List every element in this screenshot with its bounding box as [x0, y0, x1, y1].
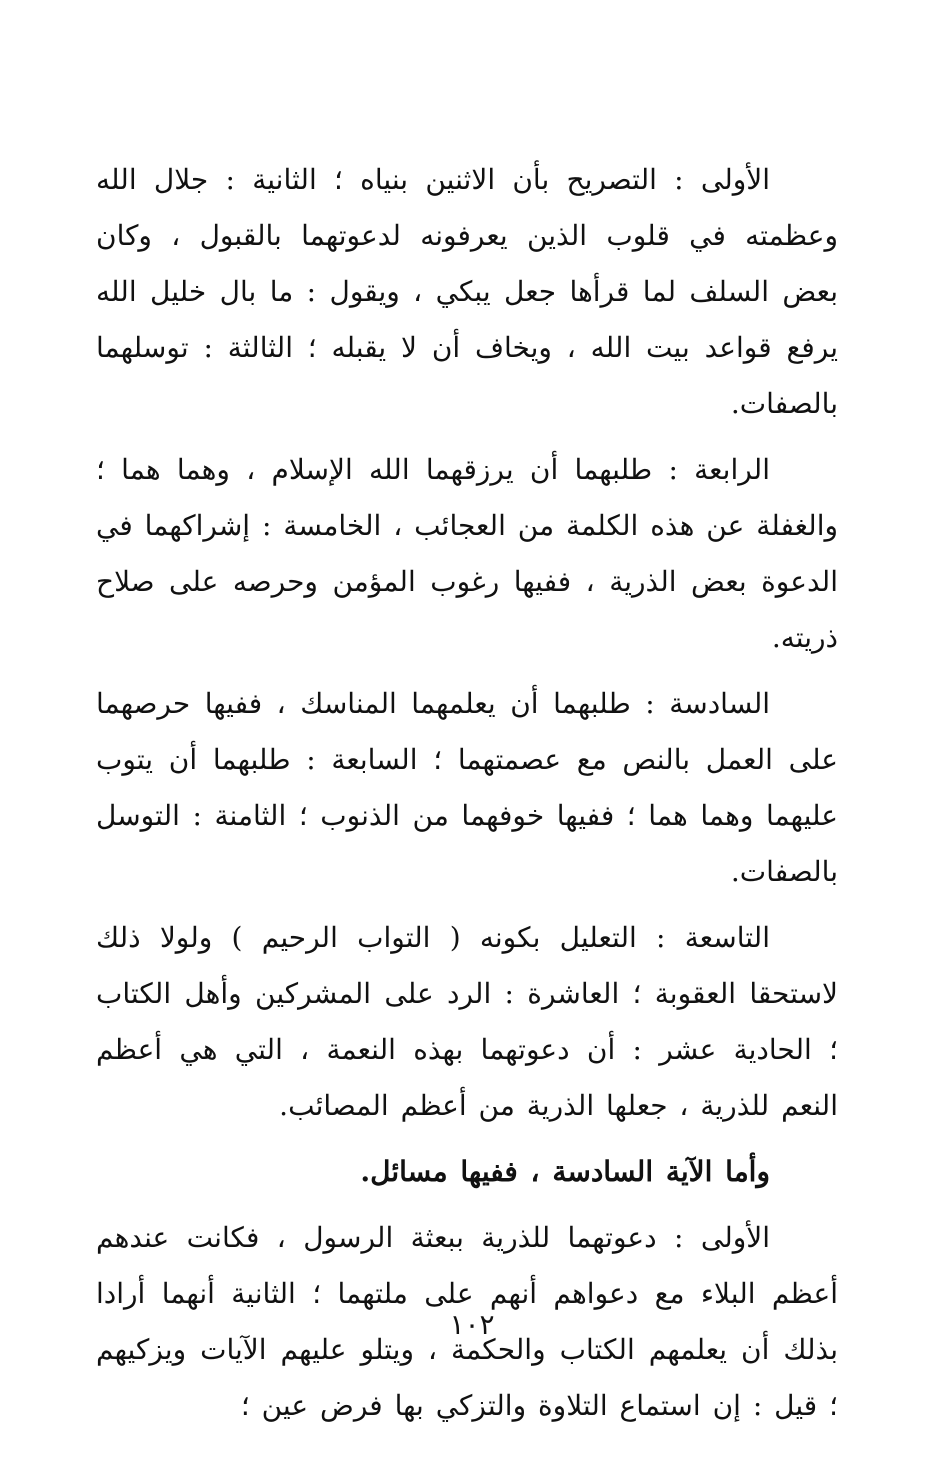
paragraph-3: السادسة : طلبهما أن يعلمهما المناسك ، ففيها حرصهما على العمل بالنص مع عصمتهما ؛ السابعة : طلبهما أن يتوب عليهما وهما هما ؛ ففيها خوفهما من الذنوب ؛ الثامنة : التوسل بالصفات.	[96, 687, 838, 888]
page-number: ١٠٢	[449, 1308, 495, 1341]
paragraph-1: الأولى : التصريح بأن الاثنين بنياه ؛ الثانية : جلال الله وعظمته في قلوب الذين يعرفونه لدعوتهما بالقبول ، وكان بعض السلف لما قرأها جعل يبكي ، ويقول : ما بال خليل الله يرفع قواعد بيت الله ، ويخاف أن لا يقبله ؛ الثالثة : توسلهما بالصفات.	[96, 163, 838, 420]
body-text	[96, 152, 838, 1444]
paragraph-5: الأولى : دعوتهما للذرية ببعثة الرسول ، فكانت عندهم أعظم البلاء مع دعواهم أنهم على ملتهما ؛ الثانية أنهما أرادا بذلك أن يعلمهم الكتاب والحكمة ، ويتلو عليهم الآيات ويزكيهم ؛ قيل : إن استماع التلاوة والتزكي بها فرض عين ؛	[96, 1221, 839, 1422]
paragraph-2: الرابعة : طلبهما أن يرزقهما الله الإسلام ، وهما هما ؛ والغفلة عن هذه الكلمة من العجائب ، الخامسة : إشراكهما في الدعوة بعض الذرية ، ففيها رغوب المؤمن وحرصه على صلاح ذريته.	[96, 453, 838, 654]
paragraph-4: التاسعة : التعليل بكونه ( التواب الرحيم ) ولولا ذلك لاستحقا العقوبة ؛ العاشرة : الرد على المشركين وأهل الكتاب ؛ الحادية عشر : أن دعوتهما بهذه النعمة ، التي هي أعظم النعم للذرية ، جعلها الذرية من أعظم المصائب.	[96, 921, 838, 1122]
section-heading: وأما الآية السادسة ، ففيها مسائل.	[360, 1155, 770, 1188]
